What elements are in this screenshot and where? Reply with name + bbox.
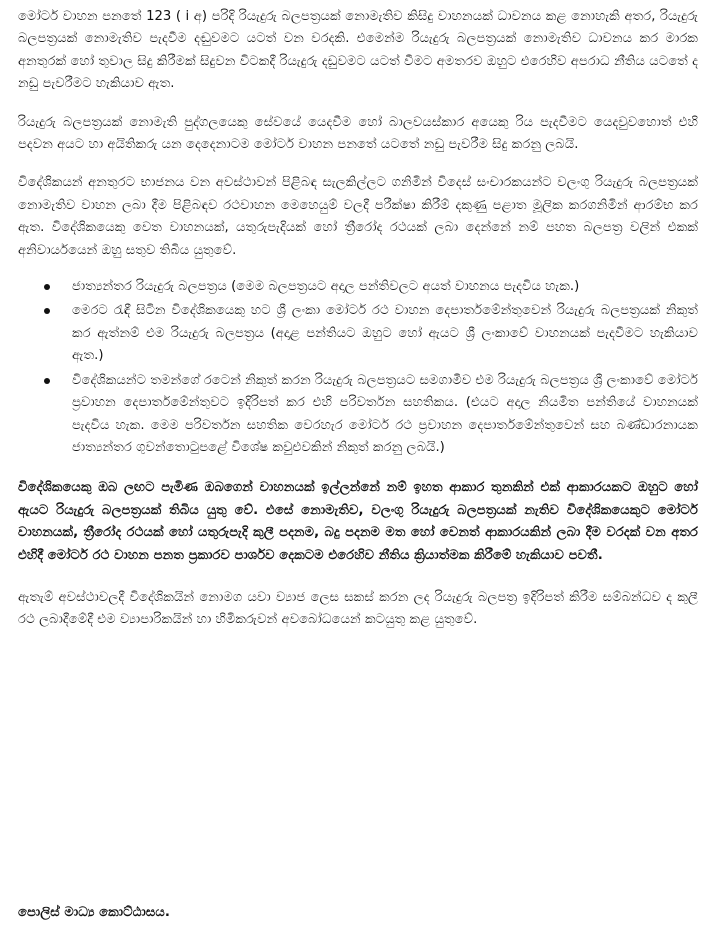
list-item [72,370,698,460]
paragraph-license-law: මෝටර් වාහන පනතේ 123 ( i අ) පරිදි රියැදුරු බලපත්‍රයක් නොමැතිව කිසිදු වාහනයක් ධාවනය කළ නොහැකි අතර, රියැදුරු බලපත්‍රයක් නොමැතිව පැදවීම දඬුවමට යටත් වන වරදකි. එමෙන්ම රියැදුරු බලපත්‍රයක් නොමැතිව ධාවනය කර මාරක අනතුරක් හෝ තුවාල සිදු කිරීමක් සිදුවන විටකදී රියැදුරු දඩුවමට යටත් වීමට අමතරව ඔහුට එරෙහිව අපරාධ නීතිය යටතේ ද නඩු පැවරීමට හැකියාව ඇත. [18,9,698,92]
paragraph-legal-warning: විදේශිකයෙකු ඔබ ලඟට පැමිණ ඔබගෙන් වාහනයක් ඉල්ලන්නේ නම් ඉහත ආකාර තුනකින් එක් ආකාරයකට ඔහුට හෝ ඇයට රියැදුරු බලපත්‍රයක් තිබිය යුතු වේ. එසේ නොමැතිව, වලංගු රියැදුරු බලපත්‍රයක් නැතිව විදේශිකයෙකුට මෝටර් වාහනයක්, ත්‍රීරෝද රථයක් හෝ යතුරුපැදි කුලී පදනම, බදු පදනම මත හෝ වෙනත් ආකාරයකින් ලබා දීම වරදක් වන අතර එහිදී මෝටර් රථ වාහන පනත ප්‍රකාරව පාර්ශව දෙකටම එරෙහිව නීතිය ක්‍රියාත්මක කිරීමේ හැකියාව පවතී. [18,480,698,563]
list-item-text: මෙරට රැඳී සිටින විදේශිකයෙකු හට ශ්‍රී ලංකා මෝටර් රථ වාහන දෙපාර්තමේන්තුවෙන් රියැදුරු බලපත්‍රයක් නිකුත් කර ඇත්නම් එම රියැදුරු බලපත්‍රය (අදාළ පන්තියට ඔහුට හෝ ඇයට ශ්‍රී ලංකාවේ වාහනයක් පැදවීමට හැකියාව ඇත.) [72,303,698,364]
document-body [18,6,698,632]
list-item-text: විදේශිකයන්ට තමන්ගේ රටෙන් නිකුත් කරන රියැදුරු බලපත්‍රයට සමගාමීව එම රියැදුරු බලපත්‍රය ශ්‍රී ලංකාවේ මෝටර් ප්‍රවාහන දෙපාර්තමේන්තුවට ඉදිරිපත් කර එහි පරිවර්තන සහතිකය. (එයට අදාල නියමිත පන්තියේ වාහනයක් පැදවිය හැක. මෙම පරිවර්තන සහතික වෙරහැර මෝටර් රථ ප්‍රවාහන දෙපාර්තමේන්තුවෙන් සහ බණ්ඩාරනායක ජාත්‍යන්තර ගුවන්තොටුපළේ විශේෂ කවුළුවකින් නිකුත් කරනු ලබයි.) [72,372,698,455]
bullet-icon [44,378,50,384]
signature-police-media-division: පොලිස් මාධ්‍ය කොට්ඨාසය. [18,905,170,920]
bullet-icon [44,308,50,314]
list-item [72,300,698,367]
paragraph-fake-license-caution: ඇතැම් අවස්ථාවලදී විදේශිකයින් නොමග යවා ව්‍යාජ ලෙස සකස් කරන ලද රියැදුරු බලපත්‍ර ඉදිරිපත් කිරීම සම්බන්ධව ද කුලී රථ ලබාදීමේදී එම ව්‍යාපාරිකයින් හා හිමිකරුවන් අවබෝධයෙන් කටයුතු කළ යුතුවේ. [18,589,698,628]
bullet-icon [44,284,50,290]
paragraph-foreigner-inspections: විදේශිකයන් අනතුරට භාජනය වන අවස්ථාවන් පිළිබඳ සැලකිල්ලට ගනිමින් විදෙස් සංචාරකයන්ට වලංගු රියැදුරු බලපත්‍රයක් නොමැතිව වාහන ලබා දීම පිළිබඳව රථවාහන මෙහෙයුම් වලදී පරීක්ෂා කිරීම් දකුණු පළාත මූලික කරගනිමින් ආරම්භ කර ඇත. විදේශිකයෙකු වෙත වාහනයක්, යතුරුපැදියක් හෝ ත්‍රීරෝද රථයක් ලබා දෙන්නේ නම් පහත බලපත්‍ර වලින් එකක් අනිවාර්යයෙන් ඔහු සතුව තිබිය යුතුවේ. [18,175,698,258]
paragraph-employer-liability: රියැදුරු බලපත්‍රයක් නොමැති පුද්ගලයෙකු සේවයේ යෙදවීම හෝ බාලවයස්කාර අයෙකු රිය පැදවීමට යෙදවුවහොත් එහි පදවන අයට හා අයිතිකරු යන දෙදෙනාටම මෝටර් වාහන පනතේ යටතේ නඩු පැවරීම සිදු කරනු ලබයි. [18,114,698,153]
list-item [72,276,698,298]
license-types-list [18,276,698,459]
list-item-text: ජාත්‍යන්තර රියැදුරු බලපත්‍රය (මෙම බලපත්‍රයට අදාල පන්තිවලට අයත් වාහනය පැදවිය හැක.) [72,279,580,295]
